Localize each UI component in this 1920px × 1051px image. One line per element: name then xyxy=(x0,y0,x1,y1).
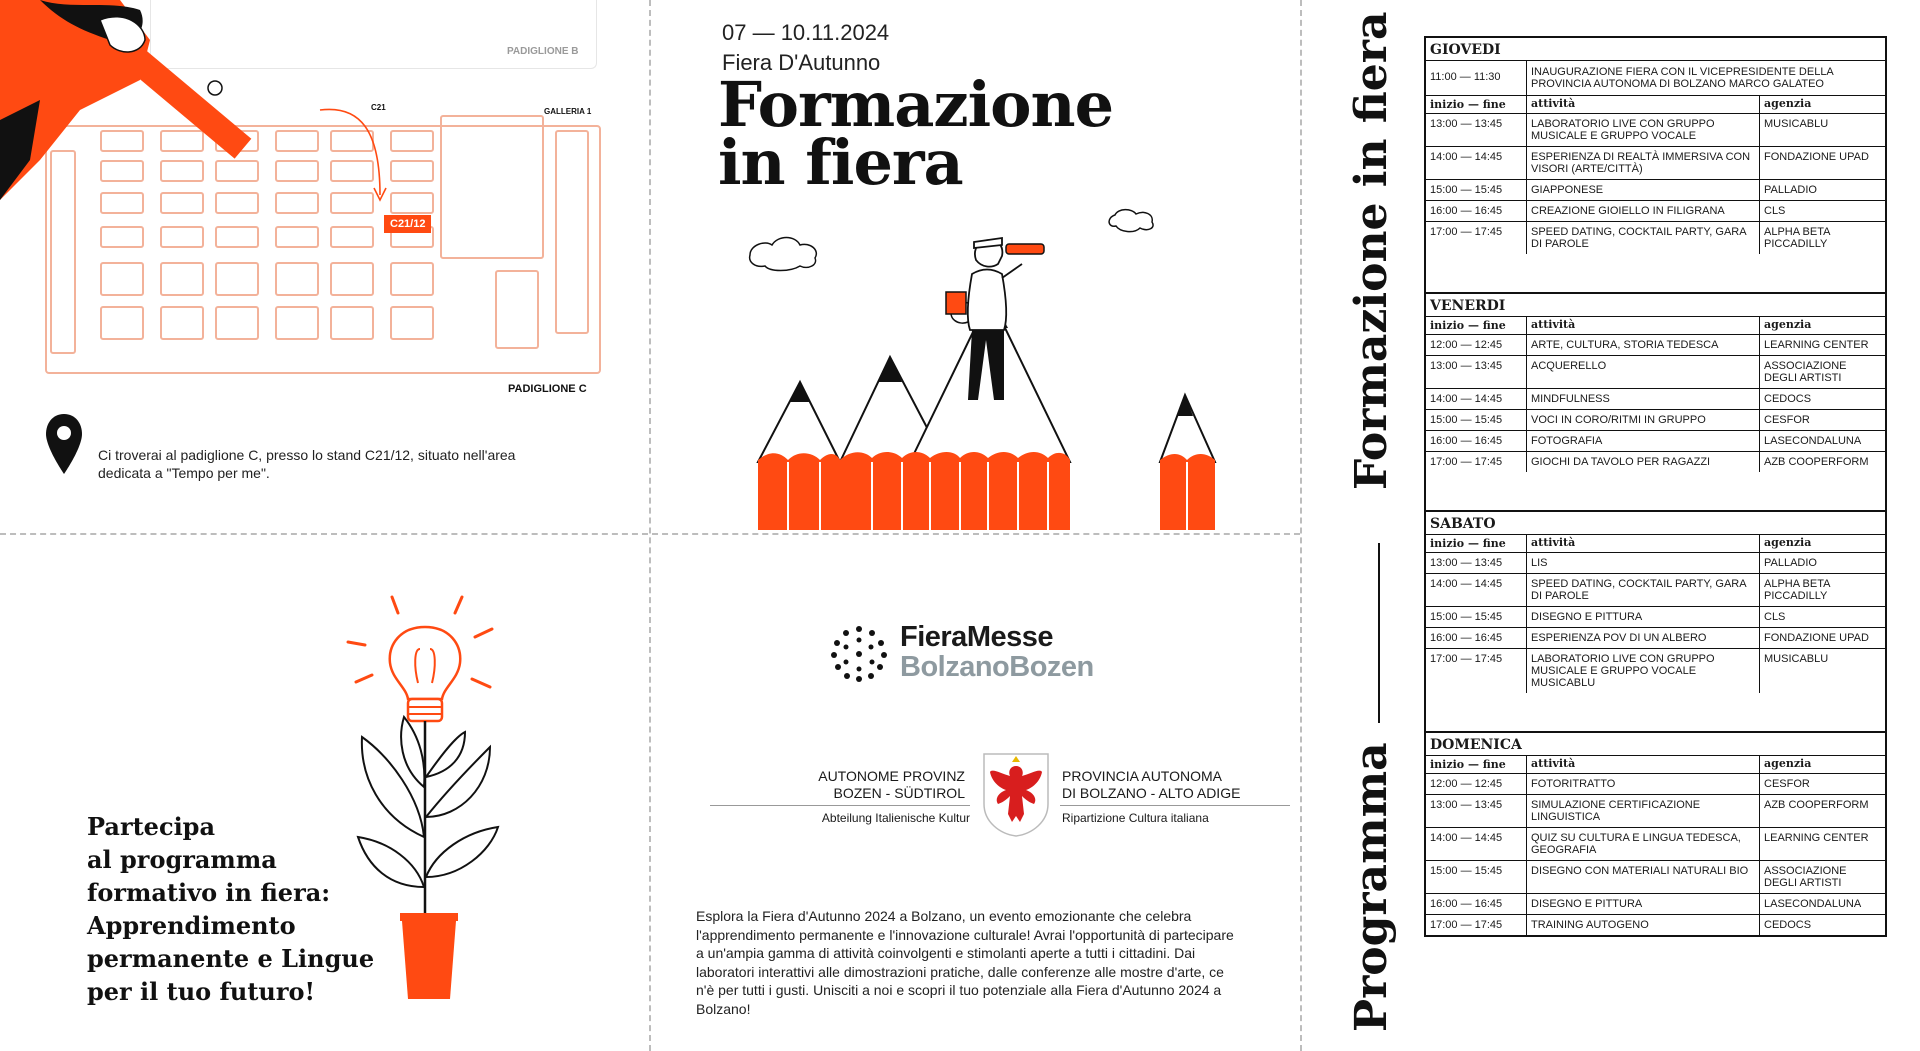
fieramesse-dots-logo xyxy=(830,625,888,683)
fieramesse-city: BolzanoBozen xyxy=(900,651,1094,683)
time-cell: 13:00 — 13:45 xyxy=(1426,114,1527,146)
day-block-domenica xyxy=(1426,732,1885,935)
agency-cell: LASECONDALUNA xyxy=(1764,898,1862,910)
fieramesse-name: FieraMesse xyxy=(900,621,1053,653)
time-cell: 16:00 — 16:45 xyxy=(1426,628,1527,648)
activity-cell: VOCI IN CORO/RITMI IN GRUPPO xyxy=(1527,410,1760,430)
fold-line-2 xyxy=(1300,0,1302,1051)
stand-outline xyxy=(330,262,374,296)
pavilion-c-label: PADIGLIONE C xyxy=(508,383,587,395)
agency-cell: CEDOCS xyxy=(1764,393,1812,405)
activity-cell: DISEGNO E PITTURA xyxy=(1527,607,1760,627)
location-pin-icon xyxy=(44,412,84,476)
activity-cell: DISEGNO E PITTURA xyxy=(1527,894,1760,914)
activity-cell: CREAZIONE GIOIELLO IN FILIGRANA xyxy=(1527,201,1760,221)
pencils-explorer-illustration xyxy=(740,200,1260,532)
character-with-pencil-illustration xyxy=(0,0,270,210)
time-cell: 16:00 — 16:45 xyxy=(1426,431,1527,451)
cover-title xyxy=(718,68,1114,199)
header-agency: agenzia xyxy=(1764,536,1812,549)
table-header-row xyxy=(1426,317,1885,335)
stand-outline xyxy=(100,226,144,248)
table-row xyxy=(1426,915,1885,935)
provincia-name-it-1: PROVINCIA AUTONOMA xyxy=(1062,768,1222,784)
time-cell: 17:00 — 17:45 xyxy=(1426,649,1527,693)
agency-cell: ASSOCIAZIONE DEGLI ARTISTI xyxy=(1764,360,1847,384)
activity-cell: FOTORITRATTO xyxy=(1527,774,1760,794)
day-name: DOMENICA xyxy=(1426,732,1885,756)
time-cell: 14:00 — 14:45 xyxy=(1426,574,1527,606)
fold-line-horizontal xyxy=(0,533,1300,535)
table-row xyxy=(1426,389,1885,410)
stand-outline xyxy=(160,226,204,248)
stand-badge: C21/12 xyxy=(384,215,431,233)
event-dates: 07 — 10.11.2024 xyxy=(722,20,890,45)
promo-line-3: formativo in fiera: xyxy=(87,878,331,907)
day-block-venerdi xyxy=(1426,293,1885,511)
header-agency: agenzia xyxy=(1764,757,1812,770)
day-rows-venerdi xyxy=(1426,335,1885,472)
table-row xyxy=(1426,894,1885,915)
time-cell: 12:00 — 12:45 xyxy=(1426,774,1527,794)
activity-cell: SIMULAZIONE CERTIFICAZIONE LINGUISTICA xyxy=(1527,795,1760,827)
agency-cell: ALPHA BETA PICCADILLY xyxy=(1764,578,1830,602)
header-time: inizio — fine xyxy=(1426,535,1527,552)
activity-cell: SPEED DATING, COCKTAIL PARTY, GARA DI PAROLE xyxy=(1527,222,1760,254)
table-header-row xyxy=(1426,96,1885,114)
stand-outline xyxy=(555,130,589,334)
agency-cell: PALLADIO xyxy=(1764,557,1817,569)
activity-cell: QUIZ SU CULTURA E LINGUA TEDESCA, GEOGRAFIA xyxy=(1527,828,1760,860)
stand-outline xyxy=(440,115,544,259)
agency-cell: LEARNING CENTER xyxy=(1764,339,1869,351)
activity-cell: ESPERIENZA POV DI UN ALBERO xyxy=(1527,628,1760,648)
lightbulb-plant-illustration xyxy=(340,587,520,1007)
table-row xyxy=(1426,114,1885,147)
stand-outline xyxy=(215,226,259,248)
agency-cell: CESFOR xyxy=(1764,414,1810,426)
time-cell: 13:00 — 13:45 xyxy=(1426,553,1527,573)
day-spacer xyxy=(1426,693,1885,731)
activity-cell: ARTE, CULTURA, STORIA TEDESCA xyxy=(1527,335,1760,355)
header-agency: agenzia xyxy=(1764,318,1812,331)
provincia-dept-it: Ripartizione Cultura italiana xyxy=(1062,811,1209,825)
cover-title-line-2: in fiera xyxy=(718,126,963,199)
table-row xyxy=(1426,795,1885,828)
activity-cell: DISEGNO CON MATERIALI NATURALI BIO xyxy=(1527,861,1760,893)
stand-outline xyxy=(215,262,259,296)
table-row xyxy=(1426,574,1885,607)
agency-cell: LEARNING CENTER xyxy=(1764,832,1869,844)
table-row xyxy=(1426,553,1885,574)
promo-line-5: permanente e Lingue xyxy=(87,944,375,973)
promo-line-4: Apprendimento xyxy=(87,911,296,940)
stand-outline xyxy=(275,306,319,340)
activity-cell: GIOCHI DA TAVOLO PER RAGAZZI xyxy=(1527,452,1760,472)
logo-divider-left xyxy=(710,805,970,806)
agency-cell: CLS xyxy=(1764,611,1786,623)
time-cell: 16:00 — 16:45 xyxy=(1426,894,1527,914)
stand-outline xyxy=(390,306,434,340)
stand-outline xyxy=(100,262,144,296)
activity-cell: MINDFULNESS xyxy=(1527,389,1760,409)
agency-cell: CESFOR xyxy=(1764,778,1810,790)
agency-cell: LASECONDALUNA xyxy=(1764,435,1862,447)
time-cell: 16:00 — 16:45 xyxy=(1426,201,1527,221)
agency-cell: ASSOCIAZIONE DEGLI ARTISTI xyxy=(1764,865,1847,889)
opening-cell: INAUGURAZIONE FIERA CON IL VICEPRESIDENTE DELLA PROVINCIA AUTONOMA DI BOLZANO MARCO GALATEO xyxy=(1531,66,1834,90)
table-row xyxy=(1426,861,1885,894)
day-rows-giovedi xyxy=(1426,114,1885,254)
cover-panel xyxy=(652,0,1297,530)
header-time: inizio — fine xyxy=(1426,756,1527,773)
day-block-sabato xyxy=(1426,511,1885,732)
table-row xyxy=(1426,774,1885,795)
header-activity: attività xyxy=(1527,535,1760,552)
table-row xyxy=(1426,180,1885,201)
stand-outline xyxy=(330,306,374,340)
table-row xyxy=(1426,607,1885,628)
day-spacer xyxy=(1426,472,1885,510)
day-name: GIOVEDI xyxy=(1426,38,1885,61)
provinz-dept-de: Abteilung Italienische Kultur xyxy=(821,811,970,825)
agency-cell: CLS xyxy=(1764,205,1786,217)
table-row xyxy=(1426,356,1885,389)
time-cell: 17:00 — 17:45 xyxy=(1426,915,1527,935)
activity-cell: LABORATORIO LIVE CON GRUPPO MUSICALE E GRUPPO VOCALE MUSICABLU xyxy=(1527,649,1760,693)
info-panel xyxy=(652,537,1297,1047)
fold-line-1 xyxy=(649,0,651,1051)
activity-cell: FOTOGRAFIA xyxy=(1527,431,1760,451)
stand-outline xyxy=(275,226,319,248)
agency-cell: MUSICABLU xyxy=(1764,653,1829,665)
table-row xyxy=(1426,410,1885,431)
activity-cell: SPEED DATING, COCKTAIL PARTY, GARA DI PAROLE xyxy=(1527,574,1760,606)
time-cell: 14:00 — 14:45 xyxy=(1426,389,1527,409)
promo-line-2: al programma xyxy=(87,845,277,874)
table-header-row xyxy=(1426,535,1885,553)
header-time: inizio — fine xyxy=(1426,317,1527,334)
time-cell: 13:00 — 13:45 xyxy=(1426,795,1527,827)
table-row xyxy=(1426,649,1885,693)
vertical-title: Formazione in fiera xyxy=(1346,11,1397,490)
activity-cell: LABORATORIO LIVE CON GRUPPO MUSICALE E GRUPPO VOCALE xyxy=(1527,114,1760,146)
south-tyrol-eagle-coat-of-arms xyxy=(982,752,1050,838)
stand-outline xyxy=(390,130,434,152)
table-row xyxy=(1426,61,1885,96)
time-cell: 15:00 — 15:45 xyxy=(1426,607,1527,627)
stand-outline xyxy=(390,192,434,214)
stand-outline xyxy=(215,306,259,340)
table-row xyxy=(1426,828,1885,861)
cover-title-line-1: Formazione xyxy=(718,68,1114,141)
stand-outline xyxy=(160,306,204,340)
stand-outline xyxy=(275,262,319,296)
agency-cell: AZB COOPERFORM xyxy=(1764,456,1869,468)
day-spacer xyxy=(1426,254,1885,292)
promo-line-6: per il tuo futuro! xyxy=(87,977,316,1006)
day-name: SABATO xyxy=(1426,511,1885,535)
stand-pointer-label: C21 xyxy=(371,103,386,112)
activity-cell: LIS xyxy=(1527,553,1760,573)
table-header-row xyxy=(1426,756,1885,774)
stand-outline xyxy=(495,270,539,349)
logo-divider-right xyxy=(1060,805,1290,806)
vertical-rule xyxy=(1378,543,1380,723)
stand-outline xyxy=(100,306,144,340)
vertical-program-label: Programma xyxy=(1346,742,1397,1032)
time-cell: 14:00 — 14:45 xyxy=(1426,828,1527,860)
time-cell: 17:00 — 17:45 xyxy=(1426,452,1527,472)
event-description: Esplora la Fiera d'Autunno 2024 a Bolzano, un evento emozionante che celebra l'apprendimento permanente e l'innovazione culturale! Avrai l'opportunità di partecipare a un'ampia gamma di attività coinvolgenti e stimolanti aperte a tutti i cittadini. Dai laboratori interattivi alle dimostrazioni pratiche, dalle conferenze alle mostre d'arte, ce n'è per tutti i gusti. Unisciti a noi e scopri il tuo potenziale alla Fiera d'Autunno 2024 a Bolzano! xyxy=(696,908,1234,1017)
time-cell: 15:00 — 15:45 xyxy=(1426,410,1527,430)
header-activity: attività xyxy=(1527,317,1760,334)
time-cell: 15:00 — 15:45 xyxy=(1426,180,1527,200)
activity-cell: TRAINING AUTOGENO xyxy=(1527,915,1760,935)
agency-cell: CEDOCS xyxy=(1764,919,1812,931)
header-time: inizio — fine xyxy=(1426,96,1527,113)
activity-cell: ESPERIENZA DI REALTÀ IMMERSIVA CON VISORI (ARTE/CITTÀ) xyxy=(1527,147,1760,179)
time-cell: 14:00 — 14:45 xyxy=(1426,147,1527,179)
agency-cell: MUSICABLU xyxy=(1764,118,1829,130)
stand-outline xyxy=(390,160,434,182)
agency-cell: ALPHA BETA PICCADILLY xyxy=(1764,226,1830,250)
provincia-name-it-2: DI BOLZANO - ALTO ADIGE xyxy=(1062,785,1241,801)
time-cell: 11:00 — 11:30 xyxy=(1426,61,1527,95)
time-cell: 13:00 — 13:45 xyxy=(1426,356,1527,388)
table-row xyxy=(1426,452,1885,472)
location-text: Ci troverai al padiglione C, presso lo stand C21/12, situato nell'area dedicata a "Tempo per me". xyxy=(98,447,516,481)
table-row xyxy=(1426,335,1885,356)
activity-cell: ACQUERELLO xyxy=(1527,356,1760,388)
agency-cell: FONDAZIONE UPAD xyxy=(1764,632,1869,644)
stand-outline xyxy=(390,262,434,296)
header-agency: agenzia xyxy=(1764,97,1812,110)
activity-cell: GIAPPONESE xyxy=(1527,180,1760,200)
provinz-name-de-1: AUTONOME PROVINZ xyxy=(818,768,965,784)
agency-cell: AZB COOPERFORM xyxy=(1764,799,1869,811)
table-row xyxy=(1426,201,1885,222)
time-cell: 12:00 — 12:45 xyxy=(1426,335,1527,355)
promo-text xyxy=(87,810,374,1008)
stand-outline xyxy=(330,226,374,248)
header-activity: attività xyxy=(1527,756,1760,773)
promo-line-1: Partecipa xyxy=(87,812,216,841)
schedule-table xyxy=(1424,36,1887,937)
day-block-giovedi xyxy=(1426,38,1885,293)
agency-cell: FONDAZIONE UPAD xyxy=(1764,151,1869,163)
gallery-label: GALLERIA 1 xyxy=(544,107,592,116)
day-rows-domenica xyxy=(1426,774,1885,935)
stand-arrow xyxy=(310,100,390,210)
stand-outline xyxy=(160,262,204,296)
table-row xyxy=(1426,147,1885,180)
time-cell: 17:00 — 17:45 xyxy=(1426,222,1527,254)
time-cell: 15:00 — 15:45 xyxy=(1426,861,1527,893)
pavilion-b-label: PADIGLIONE B xyxy=(507,46,579,57)
table-row xyxy=(1426,431,1885,452)
day-name: VENERDI xyxy=(1426,293,1885,317)
table-row xyxy=(1426,222,1885,254)
map-panel xyxy=(0,0,645,530)
day-rows-sabato xyxy=(1426,553,1885,693)
promo-panel xyxy=(0,537,645,1047)
agency-cell: PALLADIO xyxy=(1764,184,1817,196)
event-name: Fiera D'Autunno xyxy=(722,50,881,75)
header-activity: attività xyxy=(1527,96,1760,113)
table-row xyxy=(1426,628,1885,649)
provinz-name-de-2: BOZEN - SÜDTIROL xyxy=(833,785,965,801)
